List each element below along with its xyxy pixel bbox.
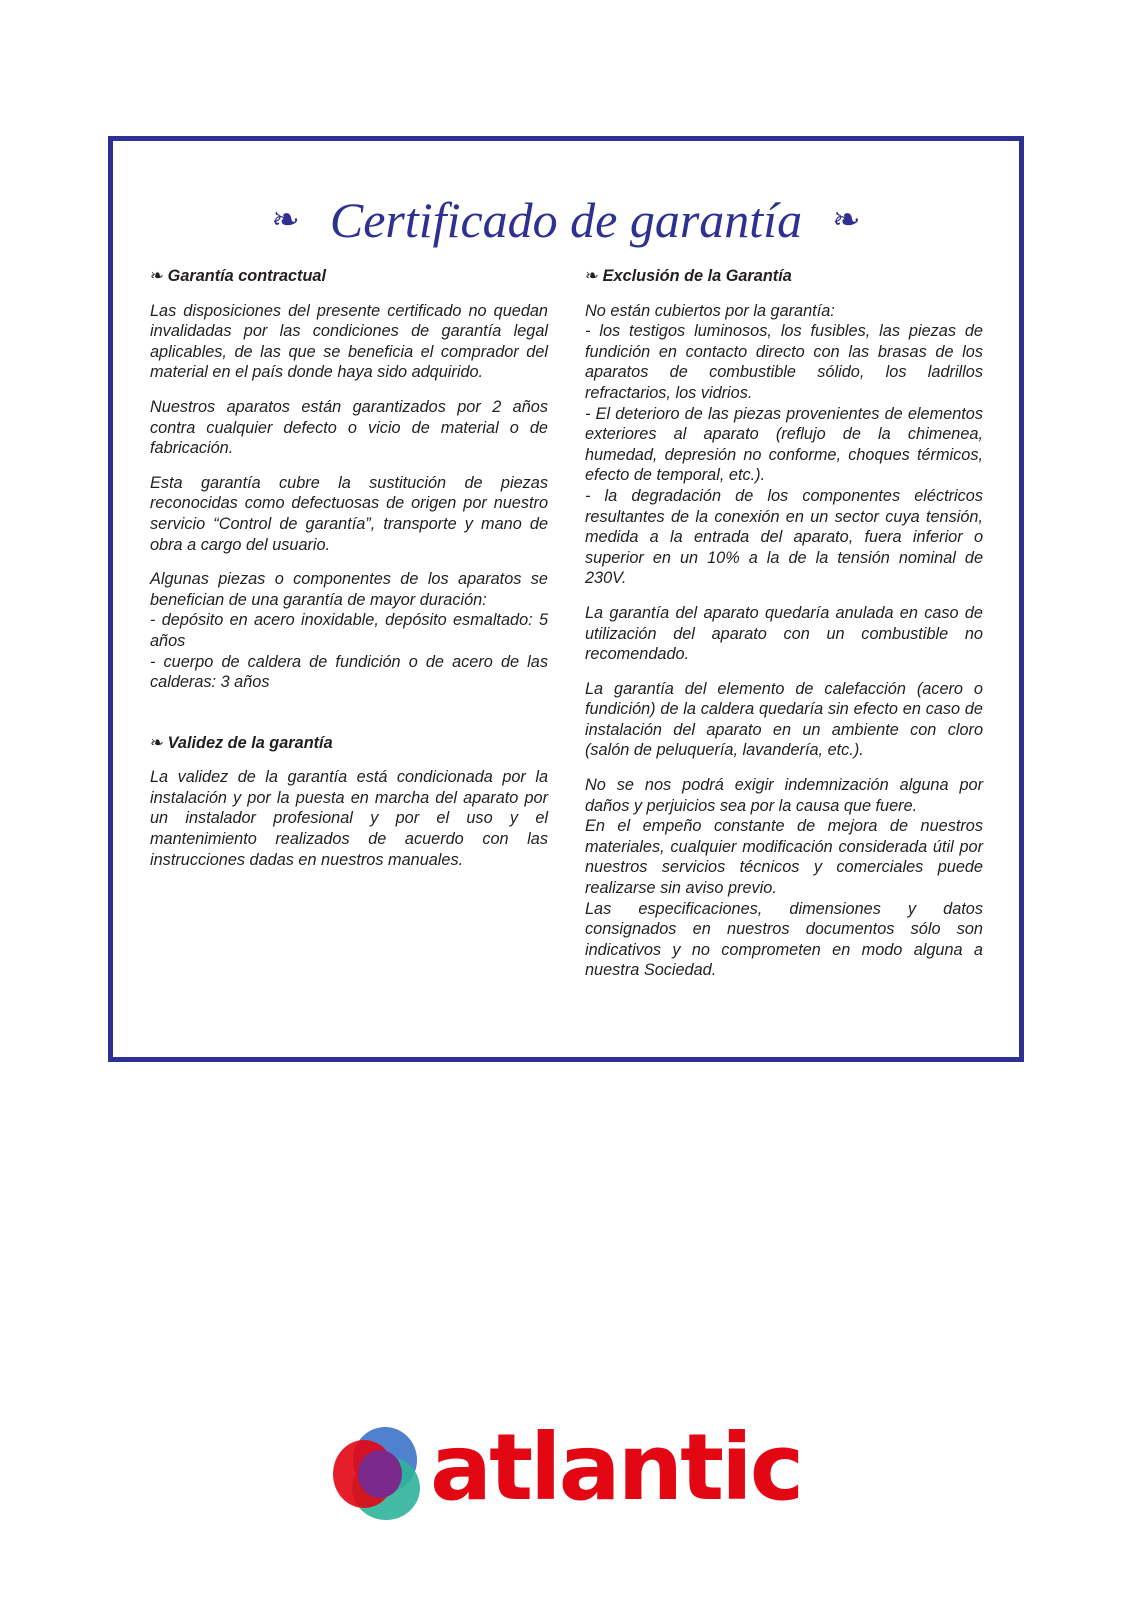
- section-heading-contractual: [150, 266, 548, 287]
- paragraph-line: No se nos podrá exigir indemnización alguna por daños y perjuicios sea por la causa que fuere.: [585, 776, 983, 815]
- list-item: - depósito en acero inoxidable, depósito esmaltado: 5 años: [150, 611, 548, 650]
- atlantic-logo: [330, 1414, 810, 1524]
- paragraph: La garantía del aparato quedaría anulada en caso de utilización del aparato con un combustible no recomendado.: [585, 603, 983, 664]
- list-item: - la degradación de los componentes eléctricos resultantes de la conexión en un sector cuya tensión, medida a la entrada del aparato, fuera inferior o superior en un 10% a la de la tensión nominal de 230V.: [585, 486, 983, 588]
- paragraph-group: [150, 569, 548, 693]
- paragraph: Nuestros aparatos están garantizados por 2 años contra cualquier defecto o vicio de material o de fabricación.: [150, 397, 548, 458]
- atlantic-logo-mark-icon: [330, 1424, 430, 1524]
- paragraph-group: [585, 301, 983, 589]
- right-column: [585, 266, 983, 995]
- fleuron-icon: ❧: [832, 202, 861, 239]
- fleuron-icon: ❧: [271, 202, 300, 239]
- fleuron-bullet-icon: ❧: [585, 267, 599, 285]
- paragraph: Las disposiciones del presente certificado no quedan invalidadas por las condiciones de garantía legal aplicables, de las que se beneficia el comprador del material en el país donde haya sido adquirido.: [150, 301, 548, 382]
- section-heading-exclusion: [585, 266, 983, 287]
- left-column: [150, 266, 548, 884]
- list-item: - El deterioro de las piezas provenientes de elementos exteriores al aparato (reflujo de la chimenea, humedad, depresión no conforme, choques térmicos, efecto de temporal, etc.).: [585, 404, 983, 485]
- paragraph: Esta garantía cubre la sustitución de piezas reconocidas como defectuosas de origen por nuestro servicio “Control de garantía”, transporte y mano de obra a cargo del usuario.: [150, 473, 548, 554]
- paragraph-line: No están cubiertos por la garantía:: [585, 301, 835, 320]
- paragraph-group: [585, 775, 983, 981]
- paragraph-line: Las especificaciones, dimensiones y datos consignados en nuestros documentos sólo son indicativos y no comprometen en modo alguna a nuestra Sociedad.: [585, 899, 983, 980]
- title-row: [113, 191, 1019, 249]
- paragraph-line: Algunas piezas o componentes de los aparatos se benefician de una garantía de mayor duración:: [150, 570, 548, 609]
- page-title: Certificado de garantía: [329, 192, 803, 248]
- paragraph: La validez de la garantía está condicionada por la instalación y por la puesta en marcha del aparato por un instalador profesional y por el uso y el mantenimiento realizados de acuerdo con las instrucciones dadas en nuestros manuales.: [150, 768, 548, 869]
- list-item: - los testigos luminosos, los fusibles, las piezas de fundición en contacto directo con las brasas de los aparatos de combustible sólido, los ladrillos refractarios, los vidrios.: [585, 322, 983, 402]
- section-heading-label: Garantía contractual: [167, 267, 326, 285]
- paragraph: La garantía del elemento de calefacción (acero o fundición) de la caldera quedaría sin efecto en caso de instalación del aparato en un ambiente con cloro (salón de peluquería, lavandería, etc.).: [585, 679, 983, 760]
- section-heading-label: Validez de la garantía: [167, 733, 333, 752]
- certificate-frame: [108, 136, 1024, 1062]
- paragraph-line: En el empeño constante de mejora de nuestros materiales, cualquier modificación considerada útil por nuestros servicios técnicos y comerciales puede realizarse sin aviso previo.: [585, 817, 983, 898]
- logo-wordmark: atlantic: [430, 1414, 802, 1521]
- section-heading-validity: [150, 733, 548, 754]
- fleuron-bullet-icon: ❧: [150, 267, 164, 285]
- list-item: - cuerpo de caldera de fundición o de acero de las calderas: 3 años: [150, 652, 548, 692]
- fleuron-bullet-icon: ❧: [150, 733, 164, 752]
- section-heading-label: Exclusión de la Garantía: [602, 267, 792, 285]
